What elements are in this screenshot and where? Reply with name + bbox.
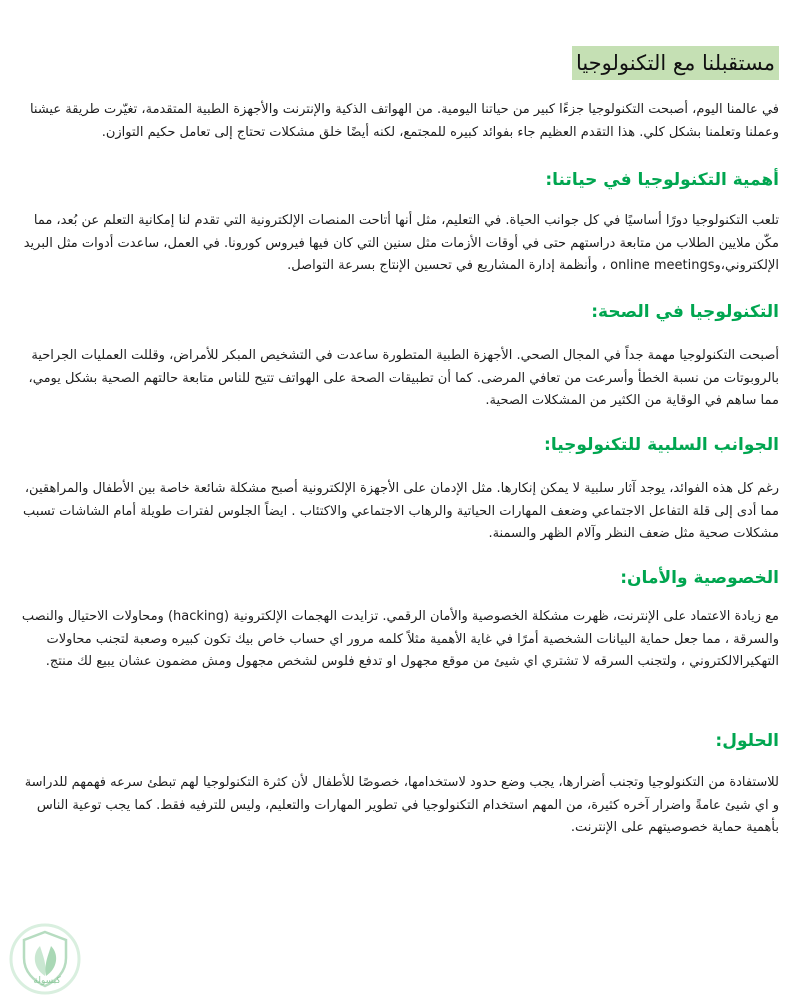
logo-text: كبسولة [33,976,61,986]
section-heading-health: التكنولوجيا في الصحة: [591,302,779,322]
section-heading-privacy: الخصوصية والأمان: [620,568,779,588]
section-heading-negatives: الجوانب السلبية للتكنولوجيا: [544,435,779,455]
section-body-importance: تلعب التكنولوجيا دورًا أساسيًا في كل جوانب الحياة. في التعليم، مثل أنها أتاحت المنصات الإلكترونية التي تقدم لنا إمكانية التعلم عن بُعد، مما مكّن ملايين الطلاب من متابعة دراستهم حتى في أوقات الأزمات مثل سنين التي كان فيها فيروس كورونا. في العمل، ساعدت أدوات مثل البريد الإلكتروني،وonline meetings ، وأنظمة إدارة المشاريع في تحسين الإنتاج بسرعة التواصل. [23,213,779,273]
section-body-solutions: للاستفادة من التكنولوجيا وتجنب أضرارها، يجب وضع حدود لاستخدامها، خصوصًا للأطفال لأن كثرة التكنولوجيا لهم تبطئ سرعه فهمهم للدراسة و اي شيئ عامةً واضرار آخره كثيرة، من المهم استخدام التكنولوجيا في تطوير المهارات والتعليم، وليس للترفيه فقط. كما يجب توعية الناس بأهمية حماية خصوصيتهم على الإنترنت. [24,775,779,835]
leaf-shield-logo-icon [2,918,88,1000]
section-body-health: أصبحت التكنولوجيا مهمة جداً في المجال الصحي. الأجهزة الطبية المتطورة ساعدت في التشخيص المبكر للأمراض، وقللت العمليات الجراحية بالروبوتات من نسبة الخطأ وأسرعت من تعافي المرضى. كما أن تطبيقات الصحة على الهواتف تتيح للناس متابعة حالتهم الصحية بشكل يومي، مما ساهم في الوقاية من الكثير من المشكلات الصحية. [28,348,779,408]
page-title: مستقبلنا مع التكنولوجيا [572,46,779,80]
section-heading-solutions: الحلول: [715,731,779,751]
section-body-negatives: رغم كل هذه الفوائد، يوجد آثار سلبية لا يمكن إنكارها. مثل الإدمان على الأجهزة الإلكترونية أصبح مشكلة شائعة خاصة بين الأطفال والمراهقين، مما أدى إلى قلة التفاعل الاجتماعي وضعف المهارات الحياتية والرهاب الاجتماعي والاكتئاب . ايضاً الجلوس لفترات طويلة أمام الشاشات تسبب مشكلات صحية مثل ضعف النظر وآلام الظهر والسمنة. [23,481,779,541]
section-body-privacy: مع زيادة الاعتماد على الإنترنت، ظهرت مشكلة الخصوصية والأمان الرقمي. تزايدت الهجمات الإلكترونية (hacking) ومحاولات الاحتيال والنصب والسرقة ، مما جعل حماية البيانات الشخصية أمرًا في غاية الأهمية مثلاً كلمه مرور اي حساب خاص بيك تكون كبيره وصعبة لتجنب محاولات التهكيرالالكتروني ، ولتجنب السرقه لا تشتري اي شيئ من موقع مجهول او تدفع فلوس لشخص مجهول ومش مضمون عشان يبيع لك منتج. [21,609,779,669]
section-heading-importance: أهمية التكنولوجيا في حياتنا: [545,170,779,190]
intro-paragraph: في عالمنا اليوم، أصبحت التكنولوجيا جزءًا كبير من حياتنا اليومية. من الهواتف الذكية والإنترنت والأجهزة الطبية المتقدمة، تغيّرت طريقة عيشنا وعملنا وتعلمنا بشكل كلي. هذا التقدم العظيم جاء بفوائد كبيره للمجتمع، لكنه أيضًا خلق مشكلات تحتاج إلى تعامل حكيم التوازن. [29,102,779,140]
